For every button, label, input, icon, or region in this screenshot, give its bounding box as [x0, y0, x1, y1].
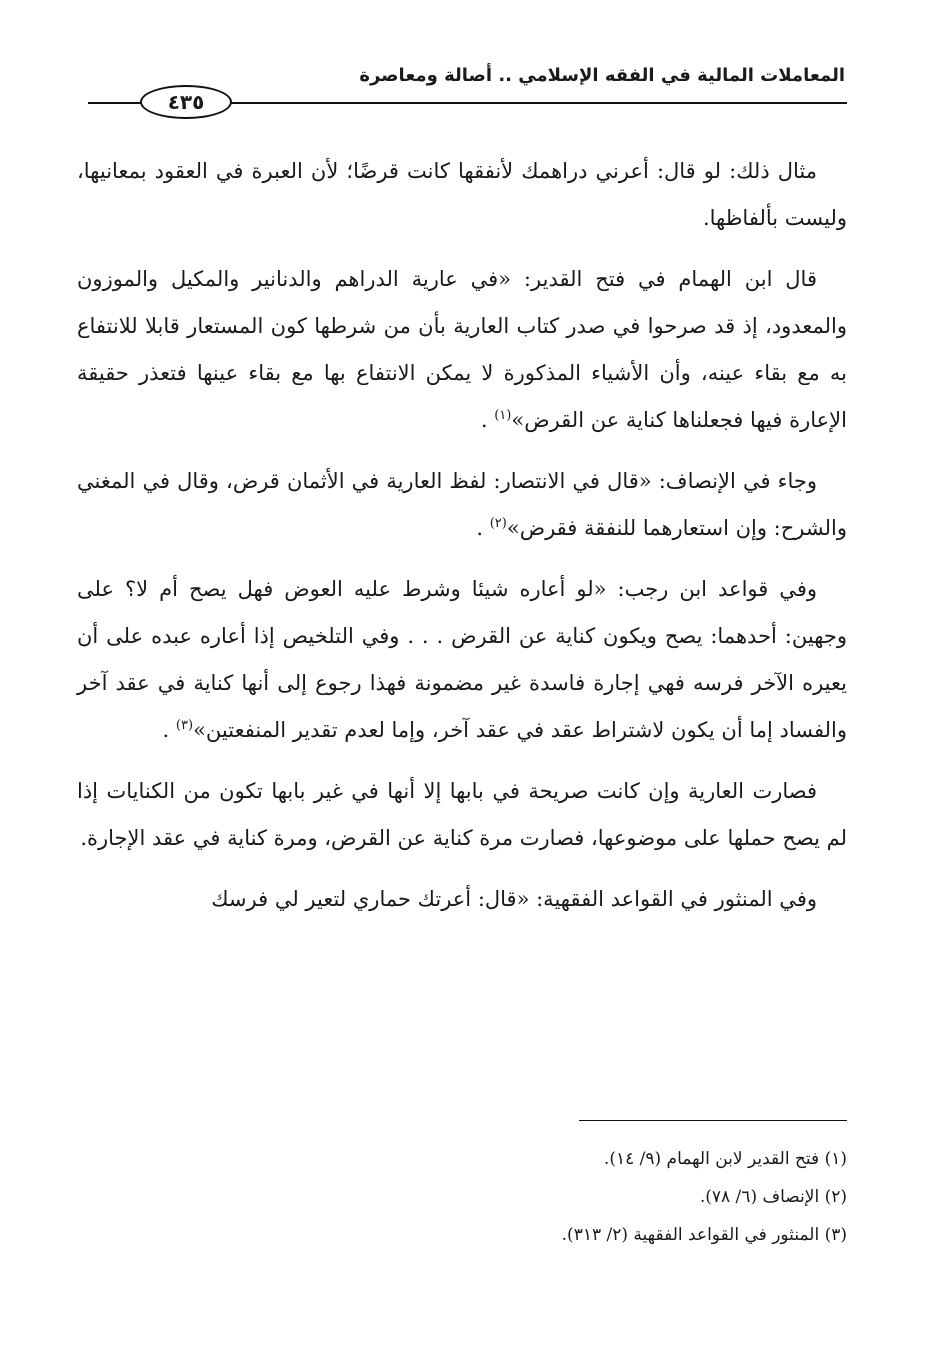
- footnote-ref-1[interactable]: (١): [494, 408, 512, 423]
- footnote-ref-2[interactable]: (٢): [489, 516, 507, 531]
- footnote-rule: [579, 1120, 847, 1121]
- footnote-1: (١) فتح القدير لابن الهمام (٩/ ١٤).: [603, 1149, 847, 1169]
- period: .: [476, 516, 484, 540]
- body-text: [77, 148, 847, 937]
- period: .: [480, 408, 488, 432]
- paragraph-text: وفي قواعد ابن رجب: «لو أعاره شيئا وشرط عليه العوض فهل يصح أم لا؟ على وجهين: أحدهما: يصح ويكون كناية عن القرض . . . وفي التلخيص إذا أعاره عبده على أن يعيره الآخر فرسه فهي إجارة فاسدة غير مضمونة فهذا رجوع إلى أنها كناية في عقد آخر والفساد إما أن يكون لاشتراط عقد في عقد آخر، وإما لعدم تقدير المنفعتين»: [77, 577, 847, 742]
- paragraph-text: وجاء في الإنصاف: «قال في الانتصار: لفظ العارية في الأثمان قرض، وقال في المغني والشرح: وإن استعارهما للنفقة فقرض»: [77, 469, 847, 540]
- paragraph-2: [77, 256, 847, 444]
- running-title: المعاملات المالية في الفقه الإسلامي .. أصالة ومعاصرة: [359, 65, 845, 86]
- paragraph-text: فصارت العارية وإن كانت صريحة في بابها إلا أنها في غير بابها تكون من الكنايات إذا لم يصح حملها على موضوعها، فصارت مرة كناية عن القرض، ومرة كناية في عقد الإجارة.: [77, 779, 847, 850]
- paragraph-6: [77, 876, 847, 923]
- footnote-3: (٣) المنثور في القواعد الفقهية (٢/ ٣١٣).: [561, 1225, 847, 1245]
- paragraph-text: قال ابن الهمام في فتح القدير: «في عارية الدراهم والدنانير والمكيل والموزون والمعدود، إذ قد صرحوا في صدر كتاب العارية بأن من شرطها كون المستعار قابلا للانتفاع به مع بقاء عينه، وأن الأشياء المذكورة لا يمكن الانتفاع بها مع بقاء عينها فتعذر حقيقة الإعارة فيها فجعلناها كناية عن القرض»: [77, 267, 847, 432]
- paragraph-1: [77, 148, 847, 242]
- paragraph-4: [77, 566, 847, 754]
- footnote-ref-3[interactable]: (٣): [175, 718, 194, 733]
- paragraph-3: [77, 458, 847, 552]
- page-number: ٤٣٥: [140, 85, 232, 119]
- paragraph-text: وفي المنثور في القواعد الفقهية: «قال: أعرتك حماري لتعير لي فرسك: [211, 887, 817, 911]
- paragraph-5: [77, 768, 847, 862]
- footnotes: [77, 1140, 847, 1254]
- paragraph-text: مثال ذلك: لو قال: أعرني دراهمك لأنفقها كانت قرضًا؛ لأن العبرة في العقود بمعانيها، وليست بألفاظها.: [77, 159, 847, 230]
- footnote-2: (٢) الإنصاف (٦/ ٧٨).: [699, 1187, 847, 1207]
- period: .: [162, 718, 170, 742]
